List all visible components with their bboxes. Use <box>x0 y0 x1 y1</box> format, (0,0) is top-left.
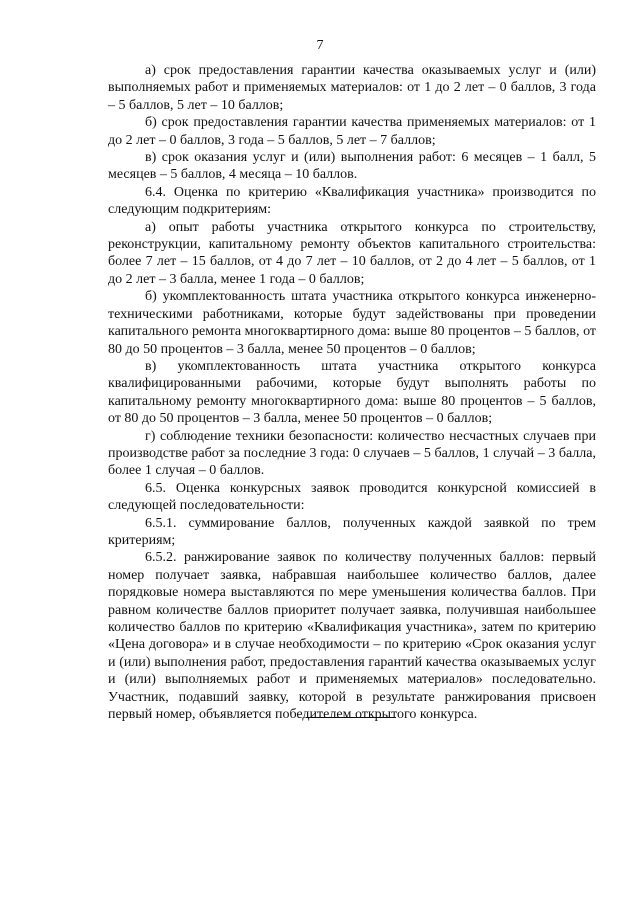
paragraph-6-4-a: а) опыт работы участника открытого конкурса по строительству, реконструкции, капитальному ремонту объектов капитального строительства: более 7 лет – 15 баллов, от 4 до 7 лет – 10 баллов, от 2 до 4 лет – 5 баллов, от 1 до 2 лет – 3 балла, менее 1 года – 0 баллов; <box>108 219 596 287</box>
paragraph-6-4: 6.4. Оценка по критерию «Квалификация участника» производится по следующим подкритериям: <box>108 184 596 218</box>
paragraph-6-5-2: 6.5.2. ранжирование заявок по количеству полученных баллов: первый номер получает заявка, набравшая наибольшее количество баллов, далее порядковые номера выставляются по мере уменьшения количества баллов. При равном количестве баллов приоритет получает заявка, получившая наибольшее количество баллов по критерию «Квалификация участника», затем по критерию «Цена договора» и в случае необходимости – по критерию «Срок оказания услуг и (или) выполнения работ, предоставления гарантий качества оказываемых услуг и (или) выполняемых работ и применяемых материалов» последовательно. Участник, подавший заявку, которой в результате ранжирования присвоен первый номер, объявляется победителем открытого конкурса. <box>108 550 596 723</box>
paragraph-6-5-1: 6.5.1. суммирование баллов, полученных каждой заявкой по трем критериям; <box>108 515 596 548</box>
end-of-text-rule <box>306 717 396 718</box>
paragraph-6-4-g: г) соблюдение техники безопасности: количество несчастных случаев при производстве работ за последние 3 года: 0 случаев – 5 баллов, 1 случай – 3 балла, более 1 случая – 0 баллов. <box>108 428 596 479</box>
paragraph-6-3-b: б) срок предоставления гарантии качества применяемых материалов: от 1 до 2 лет – 0 баллов, 3 года – 5 баллов, 5 лет – 7 баллов; <box>108 115 596 148</box>
paragraph-6-4-v: в) укомплектованность штата участника открытого конкурса квалифицированными рабочими, которые будут выполнять работы по капитальному ремонту многоквартирного дома: выше 80 процентов – 5 баллов, от 80 до 50 процентов – 3 балла, менее 50 процентов – 0 баллов; <box>108 358 596 427</box>
page-number: 7 <box>316 38 324 53</box>
paragraph-6-5: 6.5. Оценка конкурсных заявок проводится конкурсной комиссией в следующей последовательности: <box>108 480 596 514</box>
paragraph-6-3-v: в) срок оказания услуг и (или) выполнения работ: 6 месяцев – 1 балл, 5 месяцев – 5 баллов, 4 месяца – 10 баллов. <box>108 150 596 183</box>
document-body <box>108 62 596 723</box>
paragraph-6-4-b: б) укомплектованность штата участника открытого конкурса инженерно-техническими работниками, которые будут задействованы при проведении капитального ремонта многоквартирного дома: выше 80 процентов – 5 баллов, от 80 до 50 процентов – 3 балла, менее 50 процентов – 0 баллов; <box>108 289 596 357</box>
paragraph-6-3-a: а) срок предоставления гарантии качества оказываемых услуг и (или) выполняемых работ и применяемых материалов: от 1 до 2 лет – 0 баллов, 3 года – 5 баллов, 5 лет – 10 баллов; <box>108 63 596 113</box>
